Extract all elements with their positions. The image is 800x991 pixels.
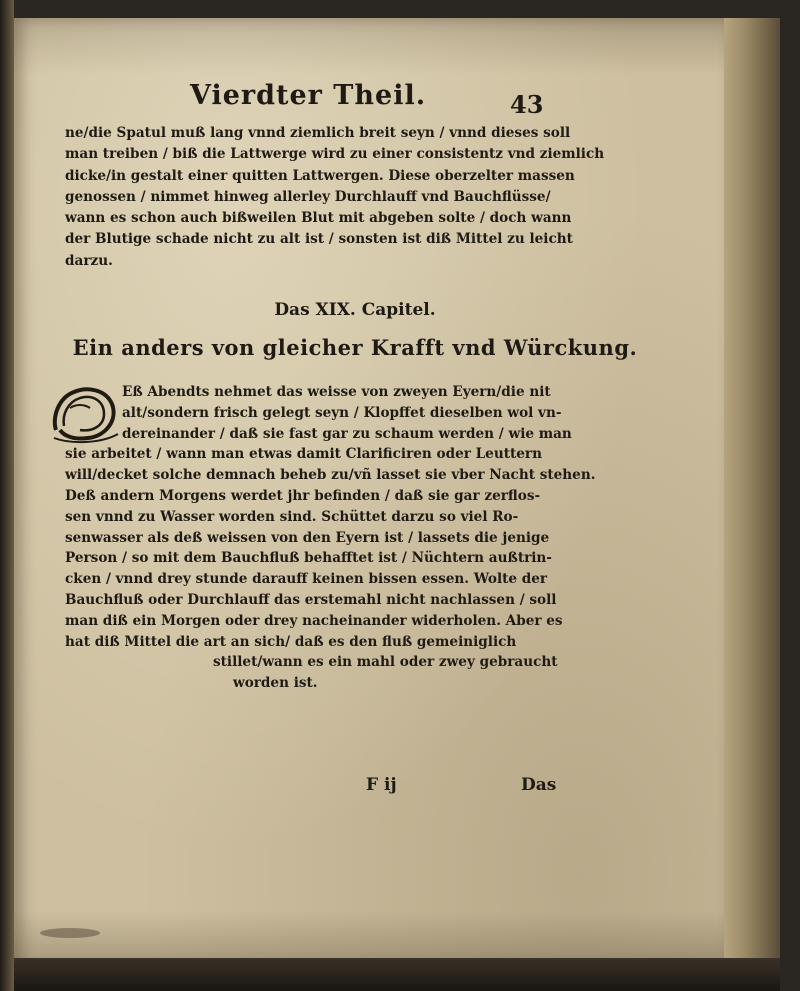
text-line: cken / vnnd drey stunde darauff keinen bissen essen. Wolte der bbox=[65, 571, 548, 588]
text-line: dicke/in gestalt einer quitten Lattwergen. Diese oberzelter massen bbox=[65, 167, 575, 184]
ink-stain bbox=[40, 928, 100, 938]
catchword: Das bbox=[521, 775, 557, 795]
text-line: Deß andern Morgens werdet jhr befinden / daß sie gar zerflos- bbox=[65, 487, 541, 504]
recipe-paragraph bbox=[65, 382, 596, 694]
section-title: Ein anders von gleicher Krafft vnd Würckung. bbox=[72, 335, 638, 360]
text-line: Bauchfluß oder Durchlauff das erstemahl nicht nachlassen / soll bbox=[65, 591, 557, 608]
page-stack-edge bbox=[722, 18, 780, 976]
text-line: ne/die Spatul muß lang vnnd ziemlich breit seyn / vnnd dieses soll bbox=[65, 125, 571, 141]
signature-mark: F ij bbox=[366, 775, 397, 795]
text-line: man treiben / biß die Lattwerge wird zu einer consistentz vnd ziemlich bbox=[65, 146, 605, 163]
running-head: Vierdter Theil. bbox=[190, 80, 427, 111]
text-line: man diß ein Morgen oder drey nacheinander widerholen. Aber es bbox=[65, 612, 563, 629]
chapter-label: Das XIX. Capitel. bbox=[274, 300, 436, 320]
text-line: sen vnnd zu Wasser worden sind. Schüttet darzu so viel Ro- bbox=[65, 508, 519, 525]
text-line: stillet/wann es ein mahl oder zwey gebraucht bbox=[213, 654, 558, 671]
text-line: worden ist. bbox=[233, 675, 318, 692]
text-line: Person / so mit dem Bauchfluß behafftet ist / Nüchtern außtrin- bbox=[65, 550, 552, 567]
text-line: dereinander / daß sie fast gar zu schaum werden / wie man bbox=[122, 425, 572, 442]
intro-text bbox=[65, 123, 605, 272]
text-line: Eß Abendts nehmet das weisse von zweyen Eyern/die nit bbox=[122, 384, 551, 400]
text-line: alt/sondern frisch gelegt seyn / Klopffet dieselben wol vn- bbox=[122, 404, 562, 421]
book-binding-edge bbox=[0, 0, 14, 991]
page-number: 43 bbox=[510, 90, 544, 119]
page-bottom-shadow bbox=[14, 958, 780, 991]
text-line: will/decket solche demnach beheb zu/vñ lasset sie vber Nacht stehen. bbox=[65, 467, 596, 484]
text-line: genossen / nimmet hinweg allerley Durchlauff vnd Bauchflüsse/ bbox=[65, 188, 551, 205]
text-line: der Blutige schade nicht zu alt ist / sonsten ist diß Mittel zu leicht bbox=[65, 231, 573, 248]
text-line: darzu. bbox=[65, 252, 113, 269]
text-line: hat diß Mittel die art an sich/ daß es den fluß gemeiniglich bbox=[65, 633, 517, 650]
text-line: wann es schon auch bißweilen Blut mit abgeben solte / doch wann bbox=[65, 210, 572, 227]
text-line: sie arbeitet / wann man etwas damit Clarificiren oder Leuttern bbox=[65, 446, 542, 463]
text-line: senwasser als deß weissen von den Eyern ist / lassets die jenige bbox=[65, 529, 550, 546]
